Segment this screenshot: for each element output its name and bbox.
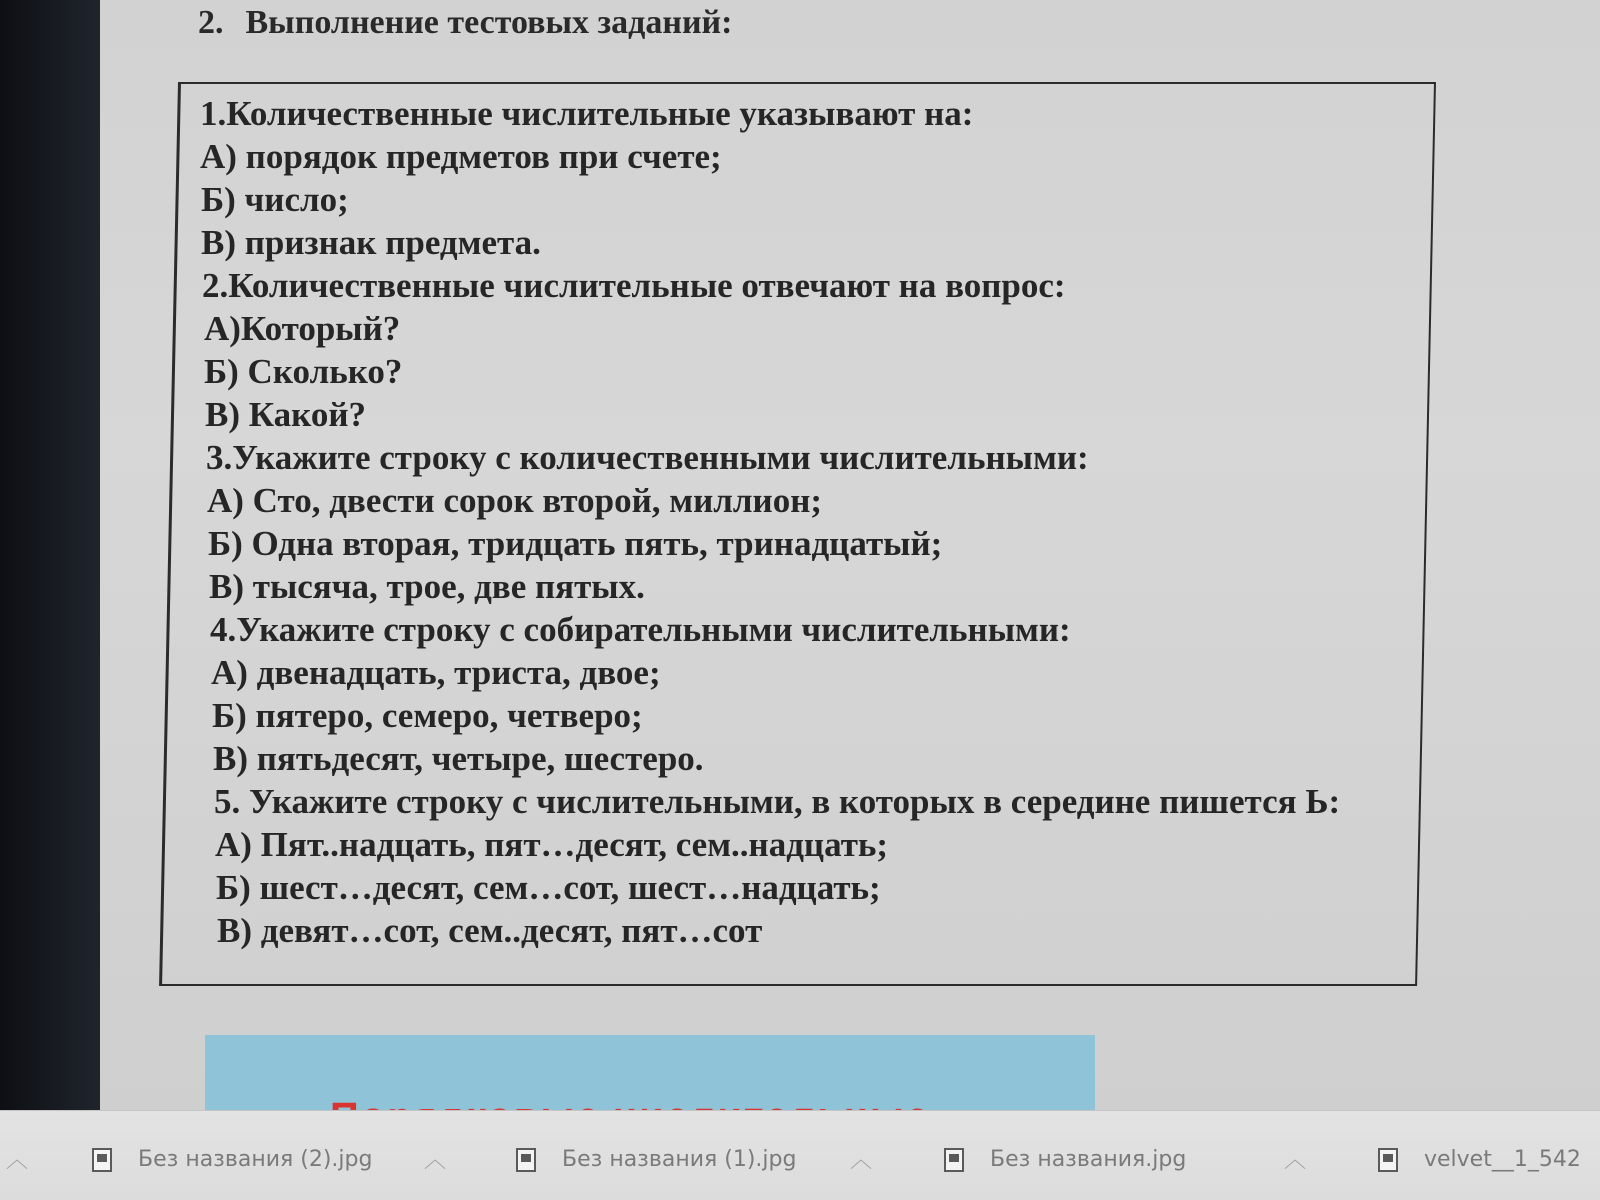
image-file-icon [516,1148,536,1172]
answer-5b: Б) шест…десят, сем…сот, шест…надцать; [216,868,881,907]
chevron-up-icon[interactable]: ︿ [424,1148,447,1173]
download-item[interactable] [944,1147,1186,1172]
question-2: 2.Количественные числительные отвечают на вопрос: [202,266,1066,305]
answer-4b: Б) пятеро, семеро, четверо; [212,696,643,735]
answer-3a: А) Сто, двести сорок второй, миллион; [207,481,823,520]
download-item-label: Без названия (1).jpg [562,1147,797,1172]
answer-5a: А) Пят..надцать, пят…десят, сем..надцать; [215,825,889,864]
answer-1b: Б) число; [201,180,349,219]
answer-3b: Б) Одна вторая, тридцать пять, тринадцатый; [208,524,943,563]
question-1: 1.Количественные числительные указывают на: [200,94,974,133]
answer-1a: А) порядок предметов при счете; [200,137,722,176]
question-4: 4.Укажите строку с собирательными числительными: [210,610,1071,649]
question-3: 3.Укажите строку с количественными числительными: [206,438,1089,477]
answer-2a: А)Который? [204,309,401,348]
answer-4a: А) двенадцать, триста, двое; [211,653,661,692]
chevron-up-icon[interactable]: ︿ [1284,1148,1307,1173]
download-item-label: Без названия.jpg [990,1147,1187,1172]
answer-5c: В) девят…сот, сем..десят, пят…сот [217,911,763,950]
download-item[interactable] [92,1147,372,1172]
downloads-bar [0,1110,1600,1200]
chevron-up-icon[interactable]: ︿ [6,1148,29,1173]
answer-3c: В) тысяча, трое, две пятых. [209,567,645,606]
section-number: 2. [198,4,224,41]
download-item[interactable] [1378,1147,1581,1172]
image-file-icon [92,1148,112,1172]
download-item[interactable] [516,1147,796,1172]
answer-2c: В) Какой? [205,395,367,434]
answer-4c: В) пятьдесят, четыре, шестеро. [213,739,704,778]
section-heading [198,4,732,42]
test-questions [200,92,1340,952]
download-item-label: Без названия (2).jpg [138,1147,373,1172]
answer-1c: В) признак предмета. [201,223,541,262]
image-file-icon [1378,1148,1398,1172]
question-5: 5. Укажите строку с числительными, в которых в середине пишется Ь: [214,782,1341,821]
answer-2b: Б) Сколько? [204,352,403,391]
image-file-icon [944,1148,964,1172]
chevron-up-icon[interactable]: ︿ [850,1148,873,1173]
section-title: Выполнение тестовых заданий: [245,4,733,41]
download-item-label: velvet__1_542 [1424,1147,1581,1172]
